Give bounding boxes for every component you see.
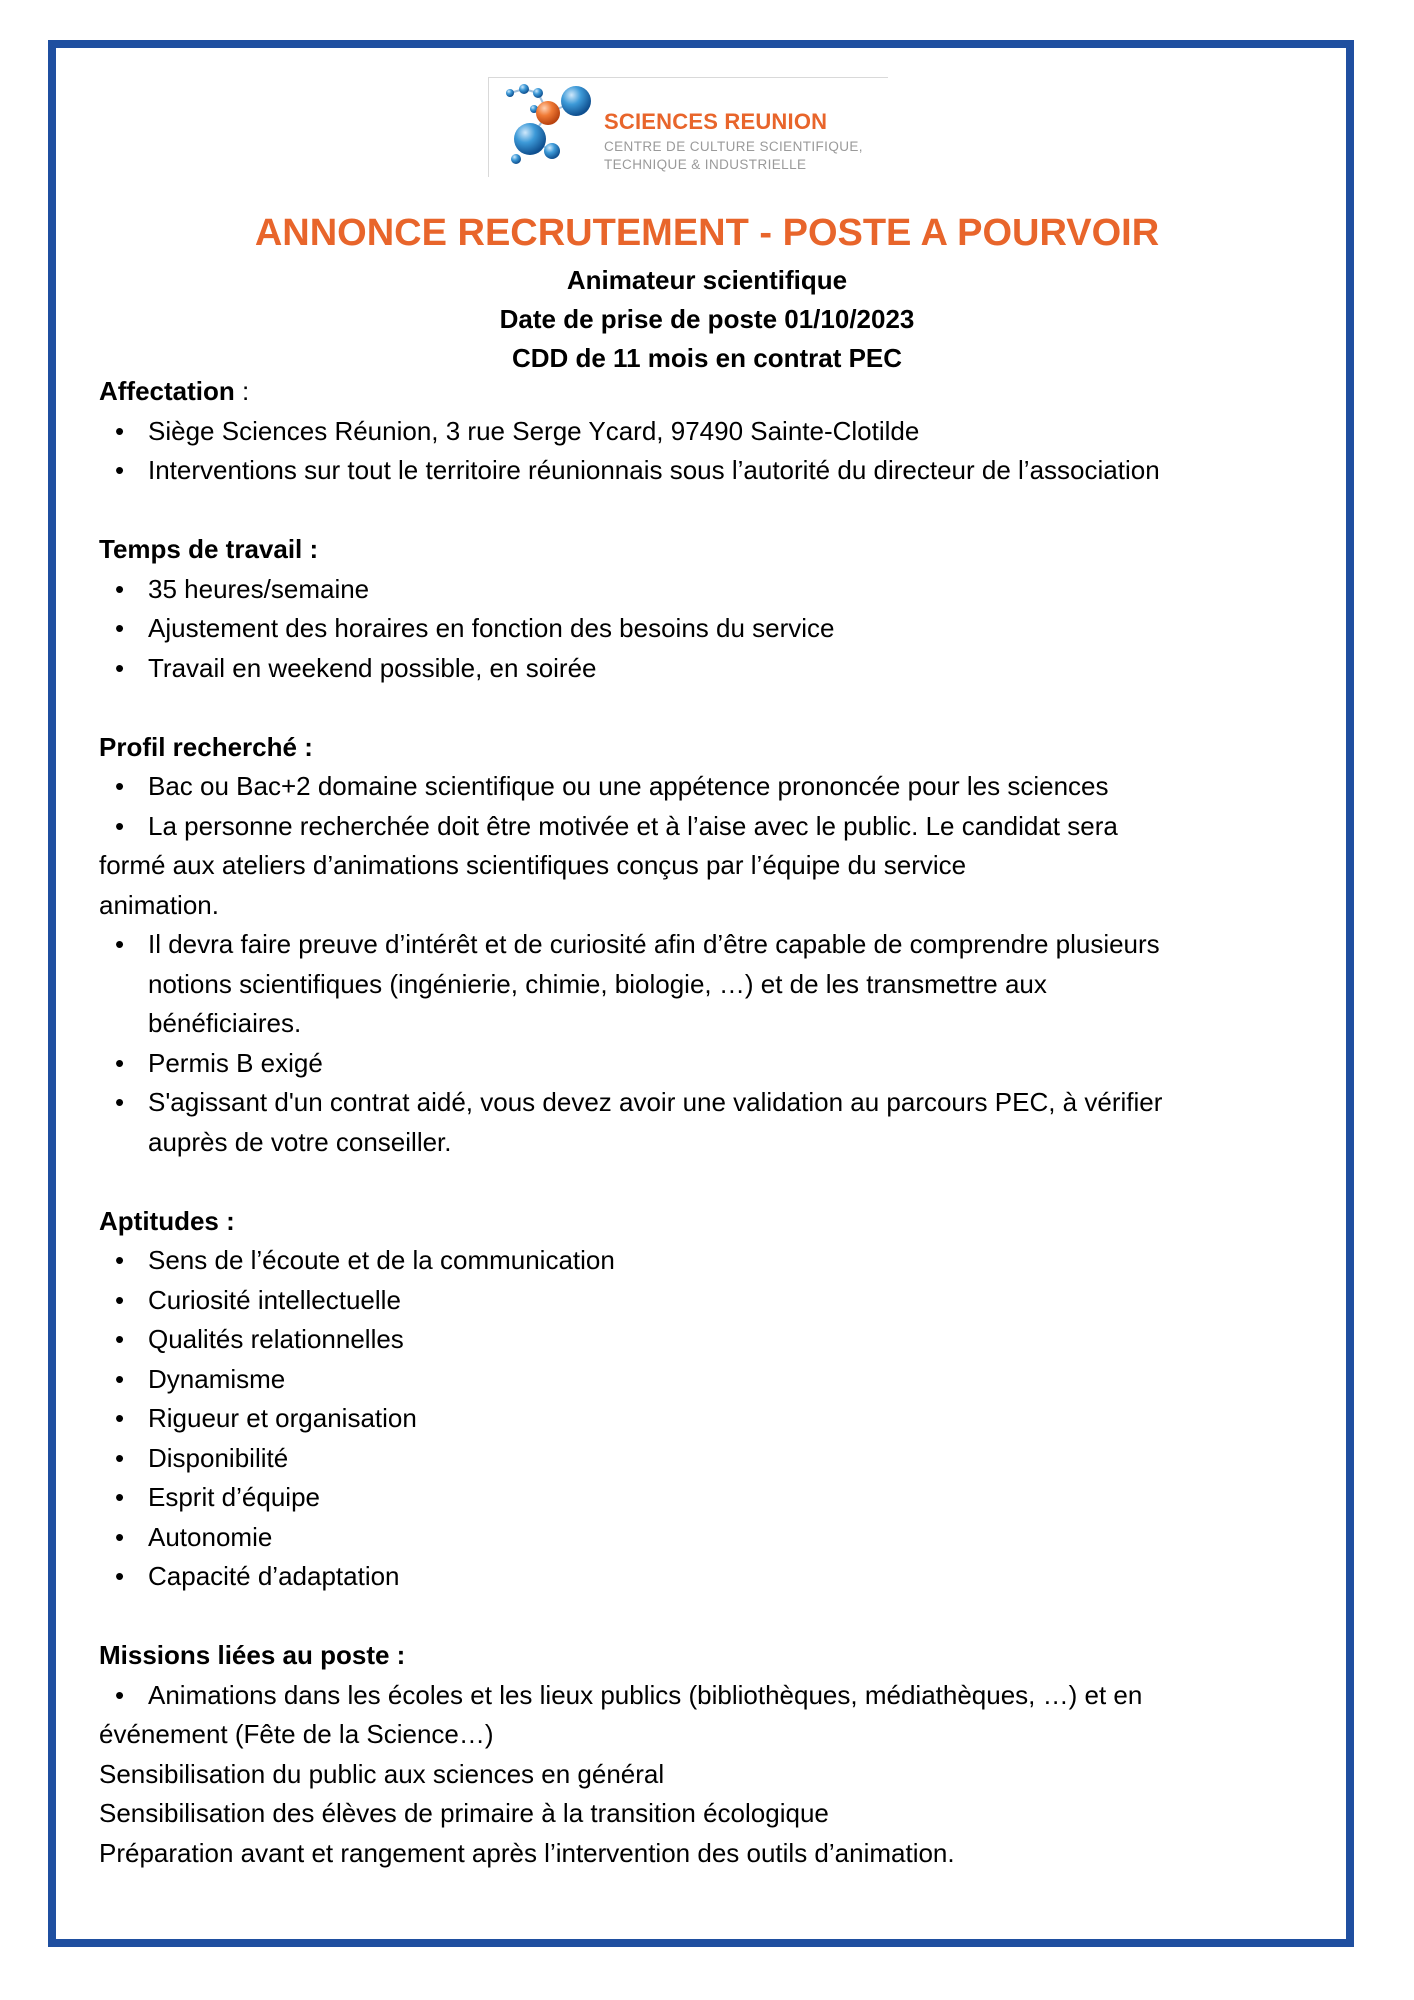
list-item: • Disponibilité [99,1439,1299,1479]
section-aptitudes-heading: Aptitudes : [99,1205,235,1236]
section-temps-heading: Temps de travail : [99,534,319,564]
section-profil-heading: Profil recherché : [99,731,313,762]
list-item-continuation: animation. [99,889,219,920]
list-item: • Sens de l’écoute et de la communication [99,1241,1299,1281]
mission-line: Préparation avant et rangement après l’intervention des outils d’animation. [99,1837,955,1868]
list-item: • La personne recherchée doit être motivée et à l’aise avec le public. Le candidat sera [99,807,1299,847]
list-item: • Curiosité intellectuelle [99,1281,1299,1321]
contract-type: CDD de 11 mois en contrat PEC [511,343,903,373]
mission-line: Sensibilisation du public aux sciences en général [99,1758,665,1789]
list-item: • Permis B exigé [99,1044,1299,1084]
list-item-continuation: notions scientifiques (ingénierie, chimie, biologie, …) et de les transmettre aux [148,968,1047,999]
mission-line: Sensibilisation des élèves de primaire à la transition écologique [99,1798,829,1828]
list-item: • Qualités relationnelles [99,1320,1299,1360]
logo-subtitle-line: TECHNIQUE & INDUSTRIELLE [604,157,807,172]
list-item-continuation: bénéficiaires. [148,1008,302,1038]
start-date: Date de prise de poste 01/10/2023 [499,304,915,334]
section-missions-heading: Missions liées au poste : [99,1640,406,1670]
list-item: • 35 heures/semaine [99,570,1299,610]
molecule-icon [494,79,604,175]
list-item: • Ajustement des horaires en fonction des besoins du service [99,609,1299,649]
section-affectation-heading: Affectation : [99,376,250,406]
announcement-body [99,372,1299,1873]
sciences-reunion-logo [488,77,888,177]
list-item: • S'agissant d'un contrat aidé, vous devez avoir une validation au parcours PEC, à vérifier [99,1083,1299,1123]
list-item: • Bac ou Bac+2 domaine scientifique ou une appétence prononcée pour les sciences [99,767,1299,807]
logo-name: SCIENCES REUNION [604,109,828,134]
logo-subtitle-line: CENTRE DE CULTURE SCIENTIFIQUE, [604,139,863,154]
list-item: • Travail en weekend possible, en soirée [99,649,1299,689]
page-title: ANNONCE RECRUTEMENT - POSTE A POURVOIR [254,212,1160,254]
job-title: Animateur scientifique [566,265,848,295]
list-item-continuation: formé aux ateliers d’animations scientifiques conçus par l’équipe du service [99,850,967,880]
logo-subtitle [604,138,863,174]
list-item: • Animations dans les écoles et les lieux publics (bibliothèques, médiathèques, …) et en [99,1676,1299,1716]
list-item-continuation: événement (Fête de la Science…) [99,1719,494,1749]
list-item-continuation: auprès de votre conseiller. [148,1126,452,1157]
list-item: • Rigueur et organisation [99,1399,1299,1439]
list-item: • Autonomie [99,1518,1299,1558]
list-item: • Dynamisme [99,1360,1299,1400]
list-item: • Esprit d’équipe [99,1478,1299,1518]
list-item: • Capacité d’adaptation [99,1557,1299,1597]
list-item: • Interventions sur tout le territoire réunionnais sous l’autorité du directeur de l’association [99,451,1299,491]
list-item: • Siège Sciences Réunion, 3 rue Serge Ycard, 97490 Sainte-Clotilde [99,412,1299,452]
list-item: • Il devra faire preuve d’intérêt et de curiosité afin d’être capable de comprendre plusieurs [99,925,1299,965]
